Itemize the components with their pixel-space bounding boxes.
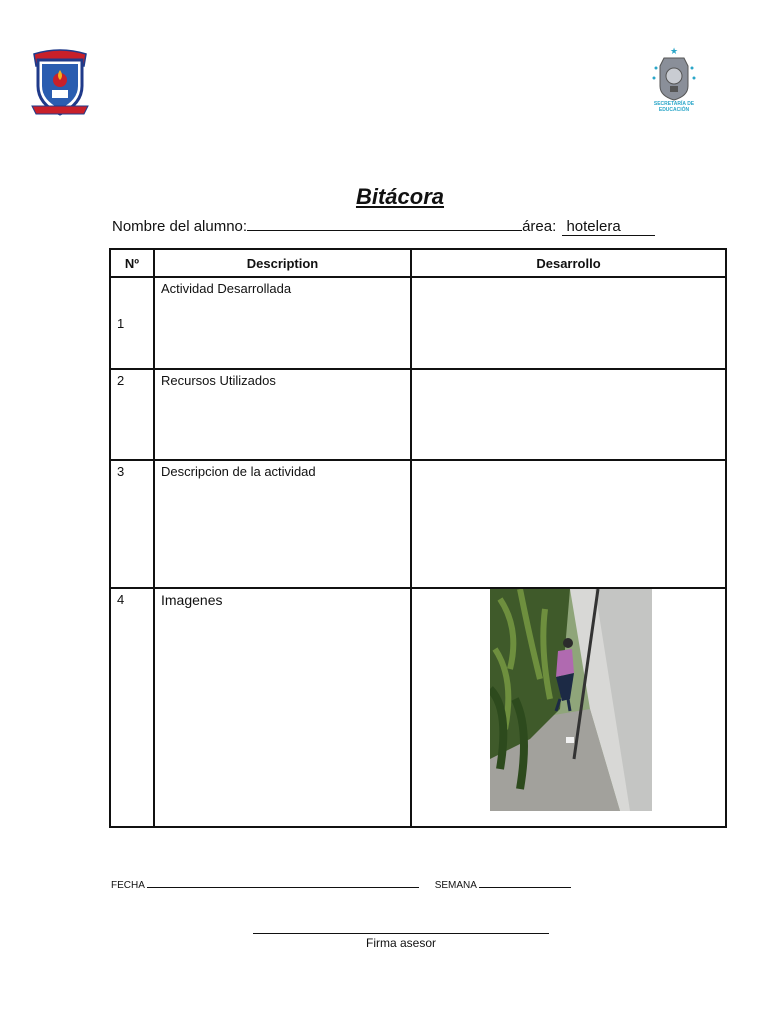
row-desarrollo-cell[interactable] <box>411 460 726 588</box>
area-label: área: <box>522 218 557 235</box>
header-number: Nº <box>110 249 154 277</box>
row-desarrollo-cell[interactable] <box>411 277 726 369</box>
fecha-field[interactable] <box>147 878 419 888</box>
table-row <box>110 460 726 588</box>
fecha-label: FECHA <box>111 880 145 891</box>
table-row <box>110 277 726 369</box>
page-title: Bitácora <box>355 184 445 209</box>
svg-text:★: ★ <box>669 47 679 57</box>
fecha-semana-line <box>111 878 571 891</box>
school-crest-icon <box>28 46 92 118</box>
header-desarrollo: Desarrollo <box>411 249 726 277</box>
signature-line[interactable] <box>253 933 549 934</box>
log-table <box>109 248 727 828</box>
row-description: Imagenes <box>161 592 223 608</box>
row-description-cell <box>154 277 411 369</box>
row-number: 3 <box>117 464 125 479</box>
header-description: Description <box>154 249 411 277</box>
seal-caption: SECRETARÍA DE EDUCACIÓN <box>653 101 695 113</box>
table-header-row <box>110 249 726 277</box>
row-description-cell <box>154 460 411 588</box>
row-number: 4 <box>117 592 125 607</box>
row-number-cell <box>110 277 154 369</box>
table-row <box>110 369 726 460</box>
student-name-label: Nombre del alumno: <box>112 218 248 235</box>
row-description: Recursos Utilizados <box>161 373 276 388</box>
area-value[interactable]: hotelera <box>562 218 654 236</box>
row-desarrollo-cell <box>411 588 726 827</box>
activity-photo <box>490 589 652 811</box>
student-name-field[interactable] <box>247 216 522 231</box>
row-description-cell <box>154 588 411 827</box>
row-number: 2 <box>117 373 125 388</box>
row-number: 1 <box>117 315 125 331</box>
row-desarrollo-cell[interactable] <box>411 369 726 460</box>
signature-label: Firma asesor <box>365 936 436 950</box>
row-description: Descripcion de la actividad <box>161 464 316 479</box>
table-row <box>110 588 726 827</box>
semana-label: SEMANA <box>434 880 477 891</box>
semana-field[interactable] <box>479 878 571 888</box>
row-description-cell <box>154 369 411 460</box>
student-info-line <box>112 216 655 236</box>
row-number-cell <box>110 588 154 827</box>
row-number-cell <box>110 369 154 460</box>
row-description: Actividad Desarrollada <box>161 281 292 296</box>
row-number-cell <box>110 460 154 588</box>
